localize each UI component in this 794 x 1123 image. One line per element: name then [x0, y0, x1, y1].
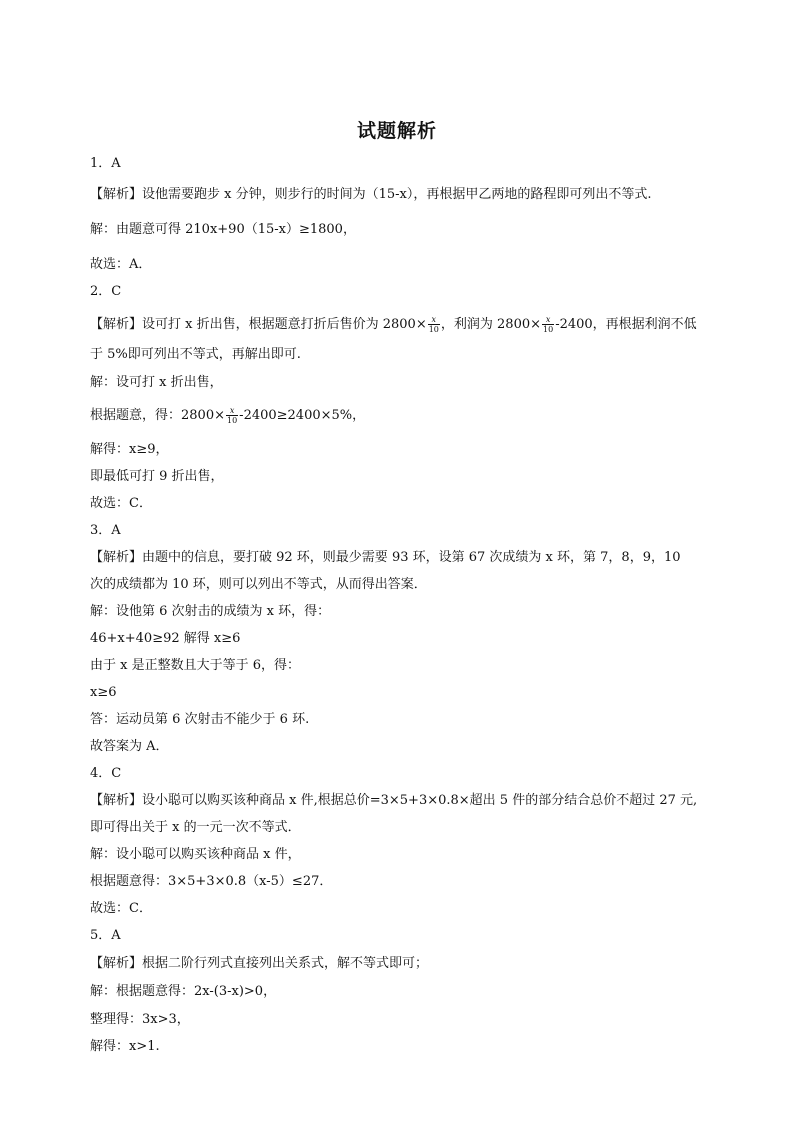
q4-head: 4．C	[90, 766, 122, 781]
fraction-x-over-10: $\frac{x}{10}$	[428, 315, 439, 334]
q3-analysis-line-1: 【解析】由题中的信息，要打破 92 环，则最少需要 93 环，设第 67 次成绩为 x 环，第 7，8，9，10	[90, 550, 681, 565]
q3-solution-5: 答：运动员第 6 次射击不能少于 6 环.	[90, 712, 310, 727]
q3-solution-6: 故答案为 A．	[90, 739, 169, 754]
q2-analysis-part-2: ，利润为 2800×	[440, 317, 542, 332]
q5-solution-3: 解得：x>1.	[90, 1039, 160, 1054]
q3-solution-3: 由于 x 是正整数且大于等于 6，得：	[90, 658, 300, 673]
q4-analysis-line-1: 【解析】设小聪可以购买该种商品 x 件,根据总价=3×5+3×0.8×超出 5 件的部分结合总价不超过 27 元,	[90, 793, 698, 808]
q2-solution-4: 即最低可打 9 折出售，	[90, 469, 224, 484]
q2-analysis-line-1	[90, 315, 697, 334]
q1-head: 1．A	[90, 156, 121, 171]
q1-solution-2: 故选：A．	[90, 257, 152, 272]
q3-solution-2: 46+x+40≥92 解得 x≥6	[90, 631, 241, 646]
q3-solution-1: 解：设他第 6 次射击的成绩为 x 环，得：	[90, 604, 331, 619]
q2-solution-3: 解得：x≥9，	[90, 442, 169, 457]
q4-solution-3: 故选：C．	[90, 901, 152, 916]
q3-analysis-line-2: 次的成绩都为 10 环，则可以列出不等式，从而得出答案．	[90, 577, 427, 592]
q5-solution-2: 整理得：3x>3，	[90, 1012, 190, 1027]
q5-head: 5．A	[90, 928, 121, 943]
q2-solution-5: 故选：C．	[90, 496, 152, 511]
q2-analysis-line-2: 于 5%即可列出不等式，再解出即可.	[90, 347, 301, 362]
q2-solution-1: 解：设可打 x 折出售，	[90, 375, 223, 390]
q3-head: 3．A	[90, 523, 121, 538]
q2-analysis-part-3: -2400，再根据利润不低	[555, 317, 697, 332]
q3-solution-4: x≥6	[90, 685, 117, 700]
q4-solution-1: 解：设小聪可以购买该种商品 x 件，	[90, 847, 301, 862]
q2-analysis-part-1: 【解析】设可打 x 折出售，根据题意打折后售价为 2800×	[90, 317, 427, 332]
q1-solution-1: 解：由题意可得 210x+90（15-x）≥1800，	[90, 222, 356, 237]
q5-analysis: 【解析】根据二阶行列式直接列出关系式，解不等式即可；	[90, 956, 429, 971]
fraction-x-over-10: $\frac{x}{10}$	[543, 315, 554, 334]
q1-analysis: 【解析】设他需要跑步 x 分钟，则步行的时间为（15-x），再根据甲乙两地的路程即可列出不等式.	[90, 187, 652, 202]
fraction-x-over-10: $\frac{x}{10}$	[226, 406, 238, 425]
page-title: 试题解析	[356, 120, 437, 142]
q2-solution-2: 根据题意，得：2800× $\frac{x}{10}$ -2400≥2400×5%，	[90, 406, 366, 425]
q2-head: 2．C	[90, 284, 122, 299]
q4-analysis-line-2: 即可得出关于 x 的一元一次不等式．	[90, 820, 301, 835]
q4-solution-2: 根据题意得：3×5+3×0.8（x-5）≤27．	[90, 874, 333, 889]
q5-solution-1: 解：根据题意得：2x-(3-x)>0，	[90, 984, 277, 999]
